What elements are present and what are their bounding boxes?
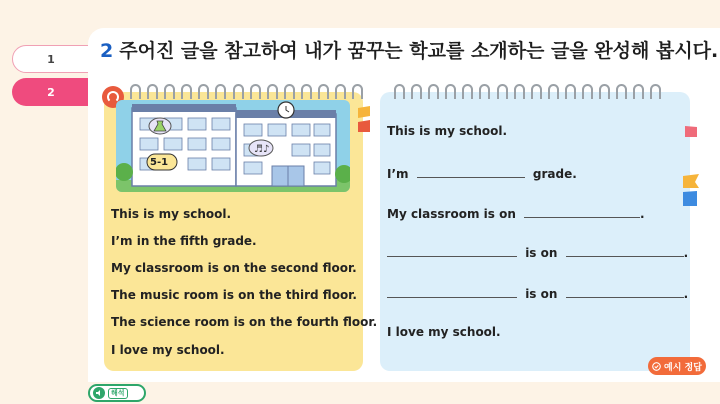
line-suffix: .	[683, 246, 689, 260]
speaker-icon[interactable]	[93, 387, 105, 399]
example-line: I love my school.	[111, 343, 225, 357]
room-sign: 5-1	[150, 157, 169, 168]
check-circle-icon	[652, 362, 661, 371]
worksheet-line-4	[387, 245, 688, 260]
tab-page-1[interactable]	[12, 45, 90, 73]
floor-blank-input[interactable]	[566, 245, 684, 257]
example-line: The music room is on the third floor.	[111, 288, 357, 302]
example-line: My classroom is on the second floor.	[111, 261, 357, 275]
grade-blank-input[interactable]	[417, 166, 525, 178]
school-illustration	[116, 100, 350, 192]
line-prefix: I’m	[387, 167, 409, 181]
question-number: 2	[100, 40, 114, 62]
sticky-tab-icon	[683, 124, 699, 140]
floor-blank-input[interactable]	[566, 286, 684, 298]
tab-label: 1	[47, 52, 55, 66]
instruction-text: 주어진 글을 참고하여 내가 꿈꾸는 학교를 소개하는 글을 완성해 봅시다.	[119, 40, 719, 62]
worksheet-line-3	[387, 206, 645, 221]
worksheet-line-2	[387, 166, 577, 181]
sticky-tab-icon	[356, 104, 374, 134]
floor-blank-input[interactable]	[524, 206, 640, 218]
line-suffix: grade.	[532, 167, 577, 181]
line-mid: is on	[525, 287, 558, 301]
tab-page-2[interactable]	[12, 78, 90, 106]
svg-text:♬♪: ♬♪	[254, 144, 270, 155]
tab-label: 2	[47, 85, 55, 99]
sticky-tab-icon	[681, 172, 701, 208]
line-suffix: .	[683, 287, 689, 301]
worksheet-line-5	[387, 286, 688, 301]
answer-button-label: 예시 정답	[664, 362, 702, 373]
example-line: This is my school.	[111, 207, 232, 221]
worksheet-line-1: This is my school.	[387, 124, 508, 138]
page-title	[100, 36, 718, 63]
example-line: I’m in the fifth grade.	[111, 234, 257, 248]
audio-translation-control[interactable]	[88, 384, 146, 402]
room-blank-input[interactable]	[387, 245, 517, 257]
line-mid: is on	[525, 246, 558, 260]
binder-rings	[130, 84, 363, 99]
translation-toggle[interactable]: 해석	[108, 388, 128, 399]
worksheet-line-6: I love my school.	[387, 325, 501, 339]
room-blank-input[interactable]	[387, 286, 517, 298]
example-line: The science room is on the fourth floor.	[111, 315, 378, 329]
line-suffix: .	[640, 207, 645, 221]
example-answer-button[interactable]	[648, 357, 706, 375]
line-prefix: My classroom is on	[387, 207, 516, 221]
binder-rings	[394, 84, 661, 99]
